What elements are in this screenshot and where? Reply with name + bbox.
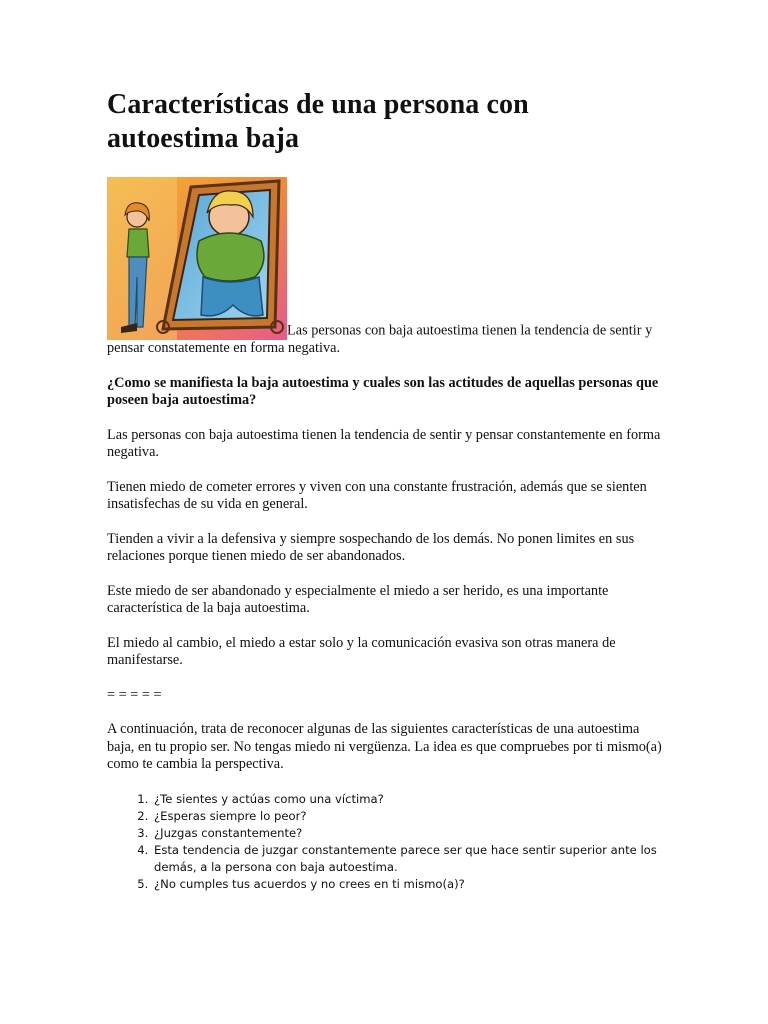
intro-block (107, 177, 667, 358)
document-content (107, 88, 667, 893)
section-question: ¿Como se manifiesta la baja autoestima y cuales son las actitudes de aquellas personas que poseen baja autoestima? (107, 374, 659, 408)
lead-in-paragraph: A continuación, trata de reconocer algunas de las siguientes características de una autoestima baja, en tu propio ser. No tengas miedo ni vergüenza. La idea es que compruebes por ti mismo(a) como te cambia la perspectiva. (107, 721, 662, 772)
paragraph-3: Tienden a vivir a la defensiva y siempre sospechando de los demás. No ponen limites en sus relaciones porque tienen miedo de ser abandonados. (107, 530, 635, 564)
characteristics-list (107, 791, 667, 893)
paragraph-5: El miedo al cambio, el miedo a estar solo y la comunicación evasiva son otras manera de manifestarse. (107, 634, 616, 668)
separator-line: = = = = = (107, 686, 162, 703)
list-item: 2. ¿Esperas siempre lo peor? (152, 808, 667, 825)
document-title: Características de una persona con autoestima baja (107, 89, 529, 154)
paragraph-1: Las personas con baja autoestima tienen la tendencia de sentir y pensar constantemente en forma negativa. (107, 426, 661, 460)
list-item: 4. Esta tendencia de juzgar constantemente parece ser que hace sentir superior ante los demás, a la persona con baja autoestima. (152, 842, 667, 876)
list-item: 1. ¿Te sientes y actúas como una víctima? (152, 791, 667, 808)
list-item: 3. ¿Juzgas constantemente? (152, 825, 667, 842)
mirror-illustration (107, 177, 287, 340)
list-item: 5. ¿No cumples tus acuerdos y no crees en ti mismo(a)? (152, 876, 667, 893)
paragraph-2: Tienen miedo de cometer errores y viven con una constante frustración, además que se sienten insatisfechas de su vida en general. (107, 478, 647, 512)
paragraph-4: Este miedo de ser abandonado y especialmente el miedo a ser herido, es una importante característica de la baja autoestima. (107, 582, 609, 616)
intro-text: Las personas con baja autoestima tienen la tendencia de sentir y pensar constatemente en forma negativa. (107, 322, 653, 356)
